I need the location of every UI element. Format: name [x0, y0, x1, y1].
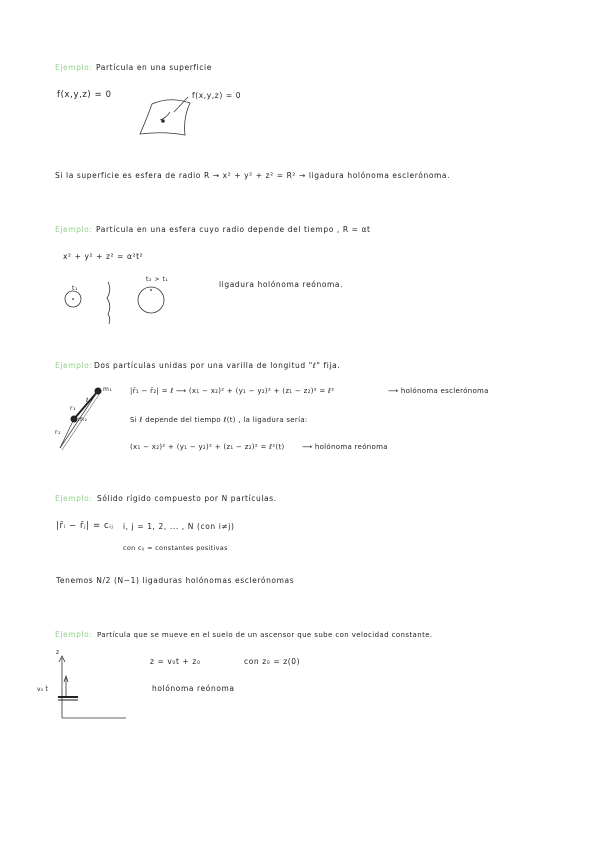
example3-m2: m₂ [78, 416, 88, 423]
example5-equation: z = v₀t + z₀ [150, 657, 201, 666]
example5-condition: con z₀ = z(0) [244, 657, 301, 666]
example3-tag: Ejemplo: [55, 361, 93, 370]
example3-r2: r₂ [55, 429, 62, 436]
example4-title: Sólido rígido compuesto por N partículas. [97, 494, 277, 503]
example1-surface-label: f(x,y,z) = 0 [192, 91, 242, 100]
example2-t1-label: t₁ [72, 285, 78, 292]
example1-note: Si la superficie es esfera de radio R → x² + y² + z² = R² → ligadura holónoma esclerónoma. [55, 171, 451, 180]
example5-z-axis-label: z [56, 649, 60, 656]
example3-equation3: (x₁ − x₂)² + (y₁ − y₂)² + (z₁ − z₂)² = ℓ²(t) [130, 443, 285, 451]
example4-constants: con cᵢⱼ = constantes positivas [123, 544, 228, 552]
example3-r1: r₁ [70, 405, 77, 412]
example3-length: ℓ [86, 397, 90, 404]
example5-note: holónoma reónoma [152, 684, 235, 693]
example4-tag: Ejemplo: [55, 494, 93, 503]
example3-title: Dos partículas unidas por una varilla de longitud "ℓ" fija. [94, 361, 341, 370]
example4-indices: i, j = 1, 2, ... , N (con i≠j) [123, 522, 235, 531]
example3-equation1-note: ⟶ holónoma esclerónoma [388, 387, 489, 395]
example4-result: Tenemos N/2 (N−1) ligaduras holónomas esclerónomas [56, 576, 295, 585]
example2-tag: Ejemplo: [55, 225, 93, 234]
example5-title: Partícula que se mueve en el suelo de un ascensor que sube con velocidad constante. [97, 631, 433, 639]
example2-equation: x² + y² + z² = α²t² [63, 252, 144, 261]
example1-tag: Ejemplo: [55, 63, 93, 72]
example3-m1: m₁ [103, 386, 113, 393]
example2-t2-label: t₂ > t₁ [146, 276, 169, 283]
example1-title: Partícula en una superficie [96, 63, 212, 72]
example1-equation: f(x,y,z) = 0 [57, 90, 112, 100]
example5-velocity-label: v₀ t̂ [37, 686, 49, 693]
example3-equation1: |r̄₁ − r̄₂| = ℓ ⟶ (x₁ − x₂)² + (y₁ − y₂)² + (z₁ − z₂)² = ℓ² [130, 387, 335, 395]
example3-timedependent: Si ℓ depende del tiempo ℓ(t) , la ligadura sería: [130, 416, 308, 424]
example2-note: ligadura holónoma reónoma. [219, 280, 344, 289]
example4-equation: |r̄ᵢ − r̄ⱼ| = cᵢⱼ [56, 521, 114, 531]
example2-title: Partícula en una esfera cuyo radio depende del tiempo , R = αt [96, 225, 371, 234]
example5-tag: Ejemplo: [55, 630, 93, 639]
example3-equation3-note: ⟶ holónoma reónoma [302, 443, 388, 451]
